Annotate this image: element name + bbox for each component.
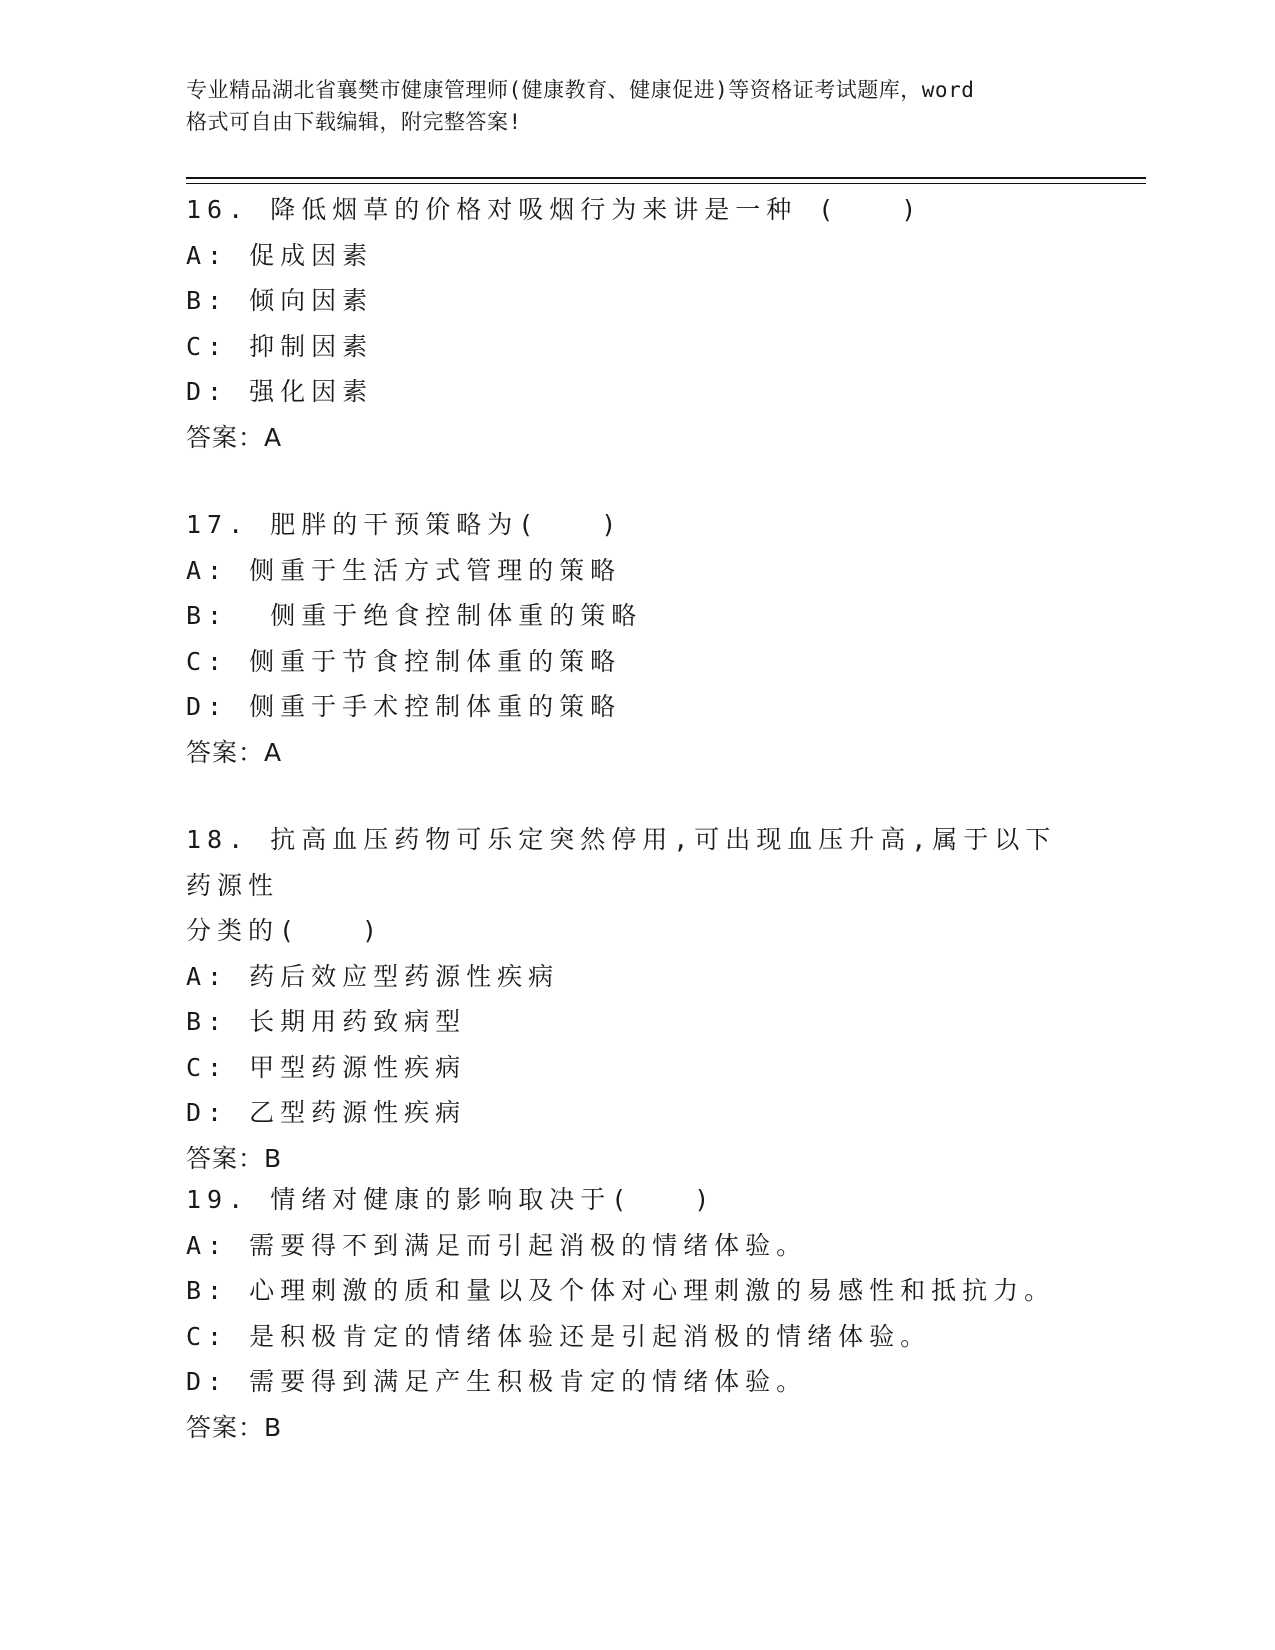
question-19 bbox=[186, 1177, 1086, 1450]
option-c: C: 侧重于节食控制体重的策略 bbox=[186, 646, 622, 676]
question-stem-line-2: 分类的( ) bbox=[186, 916, 384, 945]
document-header bbox=[186, 74, 1086, 138]
option-b: B: 心理刺激的质和量以及个体对心理刺激的易感性和抵抗力。 bbox=[186, 1276, 1056, 1305]
question-16 bbox=[186, 187, 1086, 460]
option-d: D: 乙型药源性疾病 bbox=[186, 1098, 467, 1127]
question-stem: 16. 降低烟草的价格对吸烟行为来讲是一种 ( ) bbox=[186, 195, 923, 224]
option-b: B: 长期用药致病型 bbox=[186, 1007, 467, 1036]
option-d: D: 侧重于手术控制体重的策略 bbox=[186, 692, 622, 721]
header-divider-thin bbox=[186, 183, 1146, 184]
option-d: D: 强化因素 bbox=[186, 377, 374, 406]
answer: 答案：A bbox=[186, 737, 283, 767]
option-a: A: 药后效应型药源性疾病 bbox=[186, 961, 560, 991]
option-a: A: 需要得不到满足而引起消极的情绪体验。 bbox=[186, 1230, 808, 1260]
header-line-2: 格式可自由下载编辑，附完整答案! bbox=[186, 110, 522, 134]
question-18 bbox=[186, 817, 1086, 1181]
question-stem-line-1: 18. 抗高血压药物可乐定突然停用,可出现血压升高,属于以下药源性 bbox=[186, 825, 1057, 900]
header-line-1: 专业精品湖北省襄樊市健康管理师(健康教育、健康促进)等资格证考试题库，word bbox=[186, 78, 975, 102]
option-b: B: 倾向因素 bbox=[186, 286, 374, 315]
option-c: C: 是积极肯定的情绪体验还是引起消极的情绪体验。 bbox=[186, 1321, 932, 1351]
option-c: C: 甲型药源性疾病 bbox=[186, 1052, 467, 1082]
option-a: A: 侧重于生活方式管理的策略 bbox=[186, 555, 622, 585]
question-17 bbox=[186, 502, 1086, 775]
option-b: B: 侧重于绝食控制体重的策略 bbox=[186, 601, 643, 630]
answer: 答案：B bbox=[186, 1143, 283, 1173]
option-a: A: 促成因素 bbox=[186, 240, 374, 270]
answer: 答案：B bbox=[186, 1412, 283, 1442]
answer: 答案：A bbox=[186, 422, 283, 452]
header-divider-thick bbox=[186, 177, 1146, 179]
question-stem: 17. 肥胖的干预策略为( ) bbox=[186, 510, 623, 539]
question-stem: 19. 情绪对健康的影响取决于( ) bbox=[186, 1185, 716, 1214]
option-d: D: 需要得到满足产生积极肯定的情绪体验。 bbox=[186, 1367, 808, 1396]
option-c: C: 抑制因素 bbox=[186, 331, 374, 361]
